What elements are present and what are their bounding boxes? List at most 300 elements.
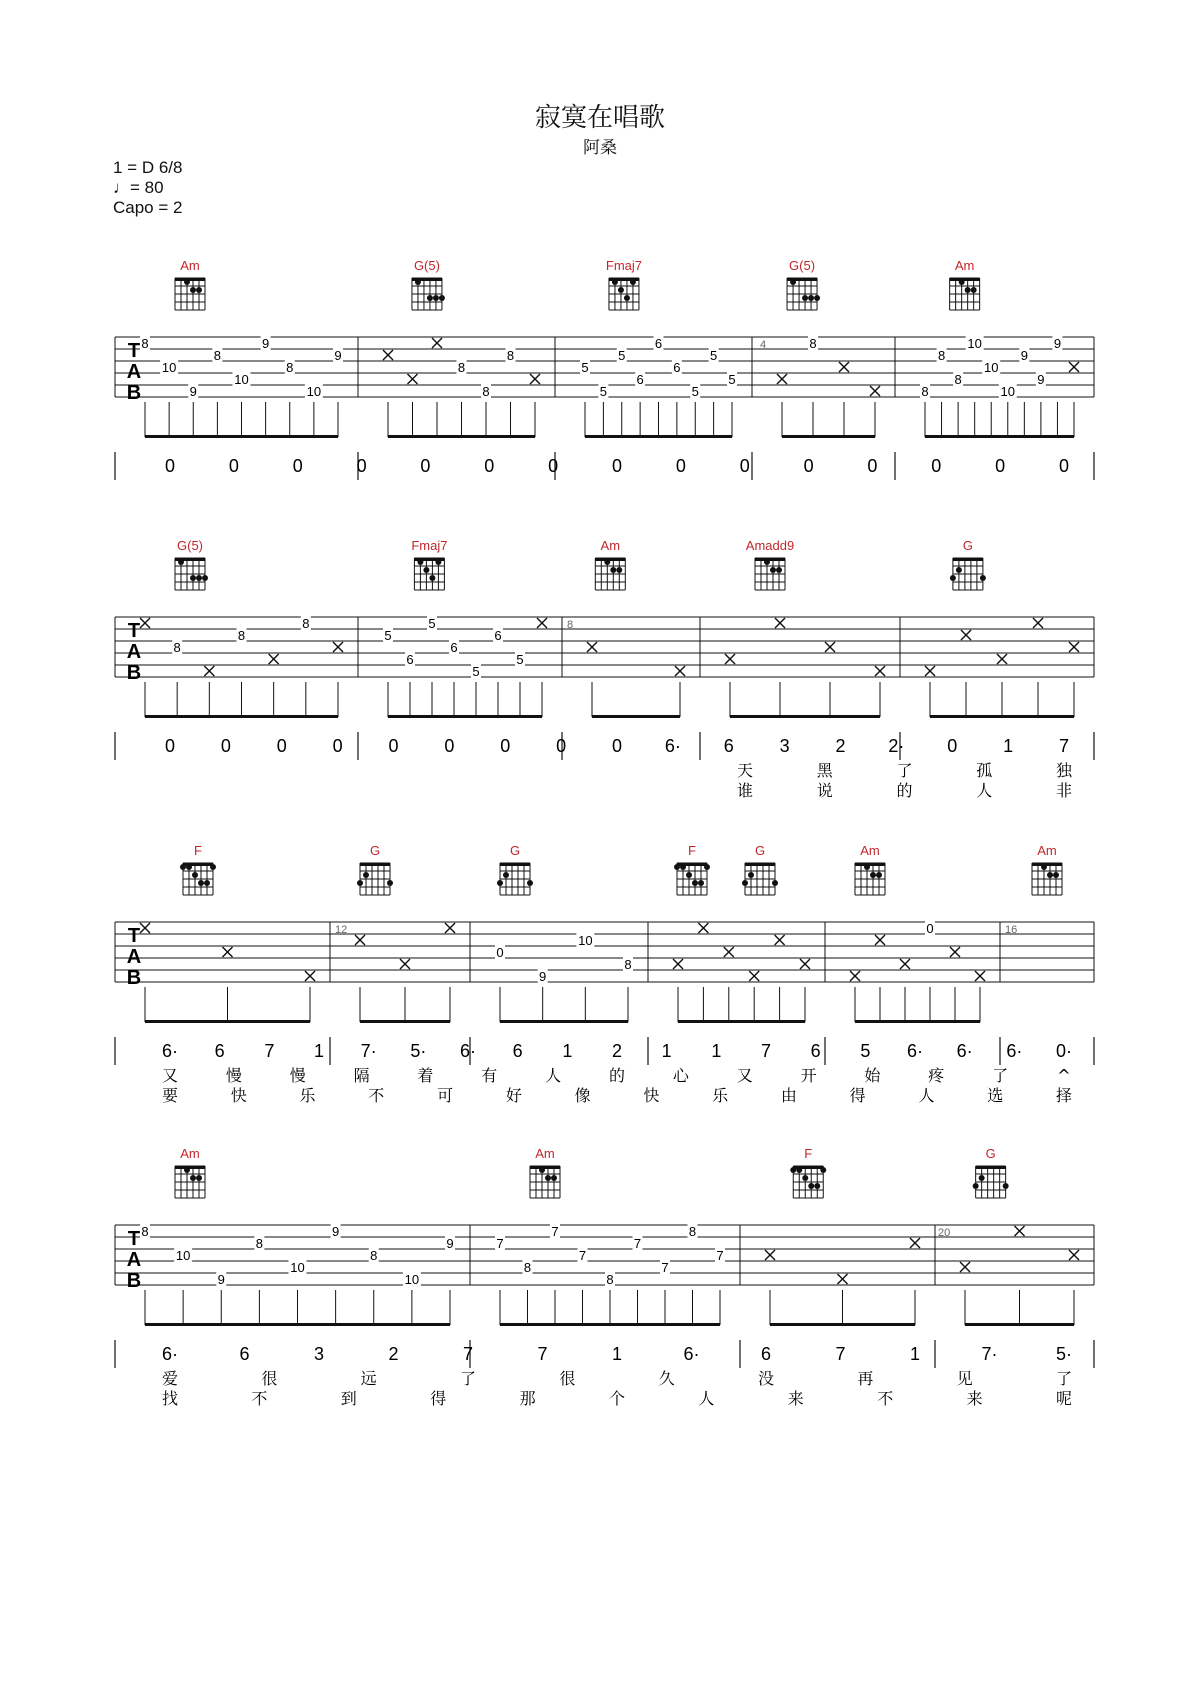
tab-letter: T [127, 340, 141, 362]
chord-dot [539, 1167, 545, 1173]
lyric-line-1: 久 [658, 1369, 675, 1388]
lyric-line-1: 着 [417, 1066, 434, 1085]
measure-number: 16 [1005, 924, 1018, 936]
fret-number: 8 [173, 640, 181, 655]
measure-number: 12 [335, 924, 348, 936]
chord-dot [1041, 864, 1047, 870]
chord-diagram [950, 538, 986, 590]
lyric-line-2: 选 [987, 1086, 1004, 1105]
tab-letter: A [126, 1249, 142, 1271]
lyric-line-1: 了 [992, 1066, 1009, 1085]
lyric-line-1: 慢 [289, 1066, 306, 1085]
fret-number: 8 [937, 348, 946, 363]
lyric-line-2: 得 [849, 1086, 866, 1105]
fret-number: 5 [428, 616, 436, 631]
chord-dot [1047, 872, 1053, 878]
jianpu-note: 0 [995, 456, 1006, 476]
jianpu-note: 7 [537, 1344, 548, 1364]
tab-letter: A [126, 641, 142, 663]
jianpu-note: 0 [356, 456, 367, 476]
lyric-line-2: 来 [966, 1389, 983, 1408]
tab-x-note [400, 959, 410, 969]
lyric-line-2: 择 [1055, 1086, 1073, 1105]
fret-number: 7 [551, 1224, 559, 1239]
score-system-4 [115, 1146, 1094, 1408]
chord-dot [630, 279, 636, 285]
chord-dot [497, 880, 503, 886]
fret-number: 5 [472, 664, 480, 679]
chord-dot [704, 864, 710, 870]
jianpu-note: 5· [410, 1041, 427, 1061]
lyric-line-1: 又 [736, 1066, 753, 1085]
lyric-line-2: 来 [787, 1389, 804, 1408]
jianpu-note: 0 [276, 736, 287, 756]
tab-x-note [910, 1238, 920, 1248]
jianpu-note: 7· [360, 1041, 377, 1061]
jianpu-note: 5· [1055, 1344, 1073, 1364]
jianpu-note: 6· [664, 736, 681, 756]
tab-x-note [775, 935, 785, 945]
chord-dot [503, 872, 509, 878]
chord-name: Fmaj7 [411, 538, 448, 553]
chord-dot [802, 295, 808, 301]
lyric-line-1: 孤 [976, 761, 993, 780]
note-beam [930, 715, 1074, 718]
fret-number: 9 [539, 969, 547, 984]
chord-dot [551, 1175, 557, 1181]
jianpu-note: 1 [611, 1344, 623, 1364]
fret-number: 9 [1053, 336, 1062, 351]
chord-dot [692, 880, 698, 886]
jianpu-note: 7· [981, 1344, 998, 1364]
jianpu-note: 1 [909, 1344, 921, 1364]
chord-diagram [180, 843, 216, 895]
chord-name: Am [535, 1146, 555, 1161]
fret-number: 6 [654, 336, 663, 351]
chord-dot [698, 880, 704, 886]
lyric-line-2: 人 [976, 781, 993, 800]
chord-dot [1003, 1183, 1009, 1189]
chord-dot [184, 279, 190, 285]
fret-number: 8 [506, 348, 515, 363]
capo-marking: Capo = 2 [113, 198, 183, 217]
lyric-line-2: 说 [816, 781, 833, 800]
chord-name: G(5) [413, 258, 440, 273]
tab-x-note [838, 1274, 848, 1284]
lyric-line-1: 始 [864, 1066, 881, 1085]
lyric-line-1: 慢 [225, 1066, 242, 1085]
tab-x-note [800, 959, 810, 969]
lyric-line-1: 独 [1055, 761, 1073, 780]
chord-dot [980, 575, 986, 581]
chord-dot [808, 295, 814, 301]
lyric-line-2: 的 [896, 781, 913, 800]
chord-name: F [194, 843, 202, 858]
chord-dot [604, 559, 610, 565]
tab-x-note [1069, 1250, 1079, 1260]
lyric-line-2: 谁 [736, 781, 754, 800]
lyric-line-2: 可 [437, 1086, 454, 1105]
tab-letter: B [126, 662, 142, 684]
chord-diagram [950, 258, 980, 310]
tab-x-note [673, 959, 683, 969]
chord-dot [198, 880, 204, 886]
lyric-line-1: 很 [559, 1369, 576, 1388]
measure-number: 4 [760, 339, 767, 351]
fret-number: 10 [234, 372, 249, 387]
chord-dot [196, 1175, 202, 1181]
chord-diagram [1032, 843, 1062, 895]
note-beam [678, 1020, 805, 1023]
tab-x-note [445, 923, 455, 933]
lyric-line-1: 远 [360, 1369, 377, 1388]
chord-dot [192, 872, 198, 878]
fret-number: 5 [516, 652, 524, 667]
fret-number: 8 [809, 336, 817, 351]
chord-dot [202, 575, 208, 581]
chord-dot [196, 287, 202, 293]
chord-dot [1053, 872, 1059, 878]
chord-dot [979, 1175, 985, 1181]
note-beam [360, 1020, 450, 1023]
lyric-line-1: 的 [608, 1066, 626, 1085]
measure-number: 8 [567, 619, 574, 631]
note-beam [388, 715, 542, 718]
chord-name: Am [600, 538, 621, 553]
fret-number: 10 [161, 360, 177, 375]
jianpu-note: 0 [803, 456, 814, 476]
chord-dot [776, 567, 782, 573]
tab-letter: T [127, 1228, 141, 1250]
lyric-line-2: 不 [368, 1086, 385, 1105]
jianpu-note: 0 [292, 456, 303, 476]
chord-name: F [804, 1146, 813, 1161]
fret-number: 8 [141, 1224, 149, 1239]
fret-number: 9 [1020, 348, 1028, 363]
fret-number: 8 [237, 628, 246, 643]
chord-dot [971, 287, 977, 293]
chord-dot [190, 287, 196, 293]
lyric-line-1: 天 [736, 761, 754, 780]
score-system-2 [115, 538, 1094, 800]
chord-dot [527, 880, 533, 886]
tab-x-note [269, 654, 279, 664]
song-artist: 阿桑 [583, 138, 617, 158]
jianpu-note: 1 [313, 1041, 325, 1061]
chord-dot [770, 567, 776, 573]
fret-number: 8 [255, 1236, 263, 1251]
tab-x-note [537, 618, 547, 628]
fret-number: 7 [633, 1236, 642, 1251]
fret-number: 8 [624, 957, 632, 972]
chord-diagram [595, 538, 625, 590]
fret-number: 9 [1037, 372, 1045, 387]
note-beam [730, 715, 880, 718]
lyric-line-2: 不 [251, 1389, 268, 1408]
chord-dot [796, 1167, 802, 1173]
fret-number: 6 [673, 360, 681, 375]
tab-x-note [725, 654, 735, 664]
chord-name: G(5) [177, 538, 203, 553]
fret-number: 7 [496, 1236, 504, 1251]
tab-x-note [960, 1262, 970, 1272]
note-beam [145, 1020, 310, 1023]
song-title: 寂寞在唱歌 [534, 103, 665, 133]
fret-number: 6 [636, 372, 644, 387]
jianpu-note: 6· [1006, 1041, 1023, 1061]
jianpu-note: 0 [739, 456, 750, 476]
lyric-line-1: 了 [459, 1369, 477, 1388]
fret-number: 9 [446, 1236, 454, 1251]
chord-diagram [787, 258, 820, 310]
chord-dot [417, 559, 423, 565]
fret-number: 10 [404, 1272, 420, 1287]
chord-dot [435, 559, 441, 565]
tab-x-note [997, 654, 1007, 664]
chord-dot [764, 559, 770, 565]
jianpu-note: 0 [867, 456, 878, 476]
fret-number: 8 [302, 616, 310, 631]
note-beam [925, 435, 1074, 438]
lyric-line-1: 很 [261, 1369, 278, 1388]
tab-x-note [1033, 618, 1043, 628]
chord-dot [427, 295, 433, 301]
chord-name: G(5) [789, 258, 816, 273]
lyric-line-2: 像 [574, 1086, 591, 1105]
lyric-line-2: 人 [918, 1086, 935, 1105]
fret-number: 8 [457, 360, 466, 375]
jianpu-note: 6· [161, 1344, 179, 1364]
tab-letter: A [126, 361, 142, 383]
chord-name: Am [954, 258, 975, 273]
chord-dot [686, 872, 692, 878]
tab-x-note [1069, 362, 1079, 372]
fret-number: 0 [496, 945, 504, 960]
chord-dot [820, 1167, 826, 1173]
fret-number: 9 [262, 336, 270, 351]
jianpu-note: 0 [611, 736, 623, 756]
chord-dot [190, 575, 196, 581]
jianpu-note: 6 [239, 1344, 250, 1364]
chord-name: G [985, 1146, 996, 1161]
tab-letter: B [126, 967, 142, 989]
jianpu-note: 0 [332, 736, 343, 756]
chord-dot [357, 880, 363, 886]
tab-x-note [950, 947, 960, 957]
jianpu-note: 0 [420, 456, 431, 476]
jianpu-note: 0 [500, 736, 511, 756]
jianpu-note: 7 [264, 1041, 275, 1061]
jianpu-note: 2 [388, 1344, 399, 1364]
chord-diagram [674, 843, 710, 895]
fret-number: 10 [578, 933, 593, 948]
score-system-3 [115, 843, 1094, 1105]
lyric-line-1: 又 [161, 1066, 179, 1085]
lyric-line-2: 快 [643, 1086, 660, 1105]
jianpu-note: 6· [906, 1041, 924, 1061]
chord-dot [180, 864, 186, 870]
tab-x-note [333, 642, 343, 652]
fret-number: 5 [691, 384, 699, 399]
note-beam [500, 1020, 628, 1023]
note-beam [388, 435, 535, 438]
tab-x-note [839, 362, 849, 372]
chord-diagram [497, 843, 533, 895]
lyric-line-2: 那 [519, 1389, 536, 1408]
tab-x-note [530, 374, 540, 384]
fret-number: 10 [983, 360, 999, 375]
tab-x-note [140, 923, 150, 933]
chord-dot [814, 295, 820, 301]
chord-dot [950, 575, 956, 581]
lyric-line-1: 见 [956, 1369, 973, 1388]
jianpu-note: 0 [164, 456, 176, 476]
lyric-line-1: 有 [481, 1066, 498, 1085]
chord-dot [973, 1183, 979, 1189]
fret-number: 5 [618, 348, 626, 363]
lyric-line-2: 不 [877, 1389, 894, 1408]
lyric-line-1: 开 [800, 1066, 817, 1085]
jianpu-note: 2 [611, 1041, 623, 1061]
chord-dot [742, 880, 748, 886]
tab-x-note [724, 947, 734, 957]
chord-diagram [411, 538, 447, 590]
chord-dot [790, 279, 796, 285]
tab-x-note [975, 971, 985, 981]
lyric-line-1: 疼 [928, 1066, 945, 1085]
chord-diagram [973, 1146, 1009, 1198]
chord-dot [965, 287, 971, 293]
tab-x-note [698, 923, 708, 933]
jianpu-note: 6 [760, 1344, 772, 1364]
key-time-signature: 1 = D 6/8 [113, 158, 183, 177]
tab-x-note [1069, 642, 1079, 652]
note-beam [145, 1323, 450, 1326]
tab-x-note [765, 1250, 775, 1260]
fret-number: 10 [306, 384, 322, 399]
lyric-line-2: 呢 [1055, 1389, 1073, 1408]
fret-number: 8 [370, 1248, 378, 1263]
note-beam [500, 1323, 720, 1326]
jianpu-note: 7 [835, 1344, 846, 1364]
chord-diagram [412, 258, 445, 310]
fret-number: 0 [926, 921, 934, 936]
jianpu-note: 0 [556, 736, 567, 756]
jianpu-note: 3 [779, 736, 790, 756]
lyric-line-2: 非 [1055, 781, 1073, 800]
chord-dot [433, 295, 439, 301]
tab-letter: A [126, 946, 142, 968]
chord-dot [790, 1167, 796, 1173]
jianpu-note: 7 [462, 1344, 474, 1364]
tempo-marking: ♩= 80 [113, 178, 164, 197]
chord-dot [429, 575, 435, 581]
tab-x-note [355, 935, 365, 945]
fret-number: 5 [599, 384, 607, 399]
jianpu-note: 2 [835, 736, 846, 756]
fret-number: 10 [1000, 384, 1016, 399]
jianpu-note: 0 [675, 456, 686, 476]
chord-dot [876, 872, 882, 878]
fret-number: 8 [954, 372, 962, 387]
chord-dot [612, 279, 618, 285]
lyric-line-1: ^ [1057, 1066, 1071, 1085]
jianpu-note: 1 [1003, 736, 1014, 756]
jianpu-note: 0 [548, 456, 559, 476]
lyric-line-2: 个 [608, 1389, 626, 1408]
chord-dot [748, 872, 754, 878]
jianpu-note: 6 [512, 1041, 523, 1061]
fret-number: 9 [334, 348, 342, 363]
tab-letter: T [127, 925, 141, 947]
chord-dot [545, 1175, 551, 1181]
fret-number: 6 [450, 640, 458, 655]
lyric-line-2: 由 [780, 1086, 797, 1105]
lyric-line-2: 要 [161, 1086, 179, 1105]
chord-dot [624, 295, 630, 301]
fret-number: 7 [716, 1248, 724, 1263]
lyric-line-1: 再 [857, 1369, 874, 1388]
fret-number: 10 [290, 1260, 305, 1275]
lyric-line-1: 爱 [161, 1369, 179, 1388]
chord-dot [387, 880, 393, 886]
jianpu-note: 0 [931, 456, 942, 476]
chord-dot [618, 287, 624, 293]
jianpu-note: 0 [484, 456, 495, 476]
jianpu-note: 7 [1058, 736, 1070, 756]
jianpu-note: 0 [228, 456, 239, 476]
lyric-line-1: 人 [545, 1066, 562, 1085]
fret-number: 5 [728, 372, 736, 387]
tab-x-note [777, 374, 787, 384]
note-beam [145, 435, 338, 438]
chord-dot [190, 1175, 196, 1181]
lyric-line-2: 快 [230, 1086, 247, 1105]
jianpu-note: 6· [683, 1344, 700, 1364]
jianpu-note: 3 [313, 1344, 325, 1364]
chord-dot [178, 559, 184, 565]
tab-x-note [587, 642, 597, 652]
jianpu-note: 6· [459, 1041, 477, 1061]
jianpu-note: 0 [388, 736, 399, 756]
chord-dot [415, 279, 421, 285]
tab-x-note [870, 386, 880, 396]
lyric-line-2: 得 [430, 1389, 447, 1408]
tab-x-note [961, 630, 971, 640]
chord-dot [814, 1183, 820, 1189]
tab-x-note [223, 947, 233, 957]
tab-x-note [850, 971, 860, 981]
jianpu-note: 0· [1055, 1041, 1073, 1061]
fret-number: 5 [384, 628, 392, 643]
lyric-line-1: 心 [672, 1066, 689, 1085]
chord-name: F [688, 843, 696, 858]
chord-dot [864, 864, 870, 870]
tab-x-note [900, 959, 910, 969]
fret-number: 5 [581, 360, 589, 375]
chord-dot [186, 864, 192, 870]
tab-x-note [204, 666, 214, 676]
fret-number: 9 [217, 1272, 225, 1287]
fret-number: 9 [332, 1224, 340, 1239]
fret-number: 6 [406, 652, 414, 667]
chord-dot [680, 864, 686, 870]
tab-x-note [775, 618, 785, 628]
fret-number: 8 [286, 360, 294, 375]
jianpu-note: 2· [888, 736, 905, 756]
fret-number: 8 [606, 1272, 614, 1287]
jianpu-note: 1 [711, 1041, 722, 1061]
